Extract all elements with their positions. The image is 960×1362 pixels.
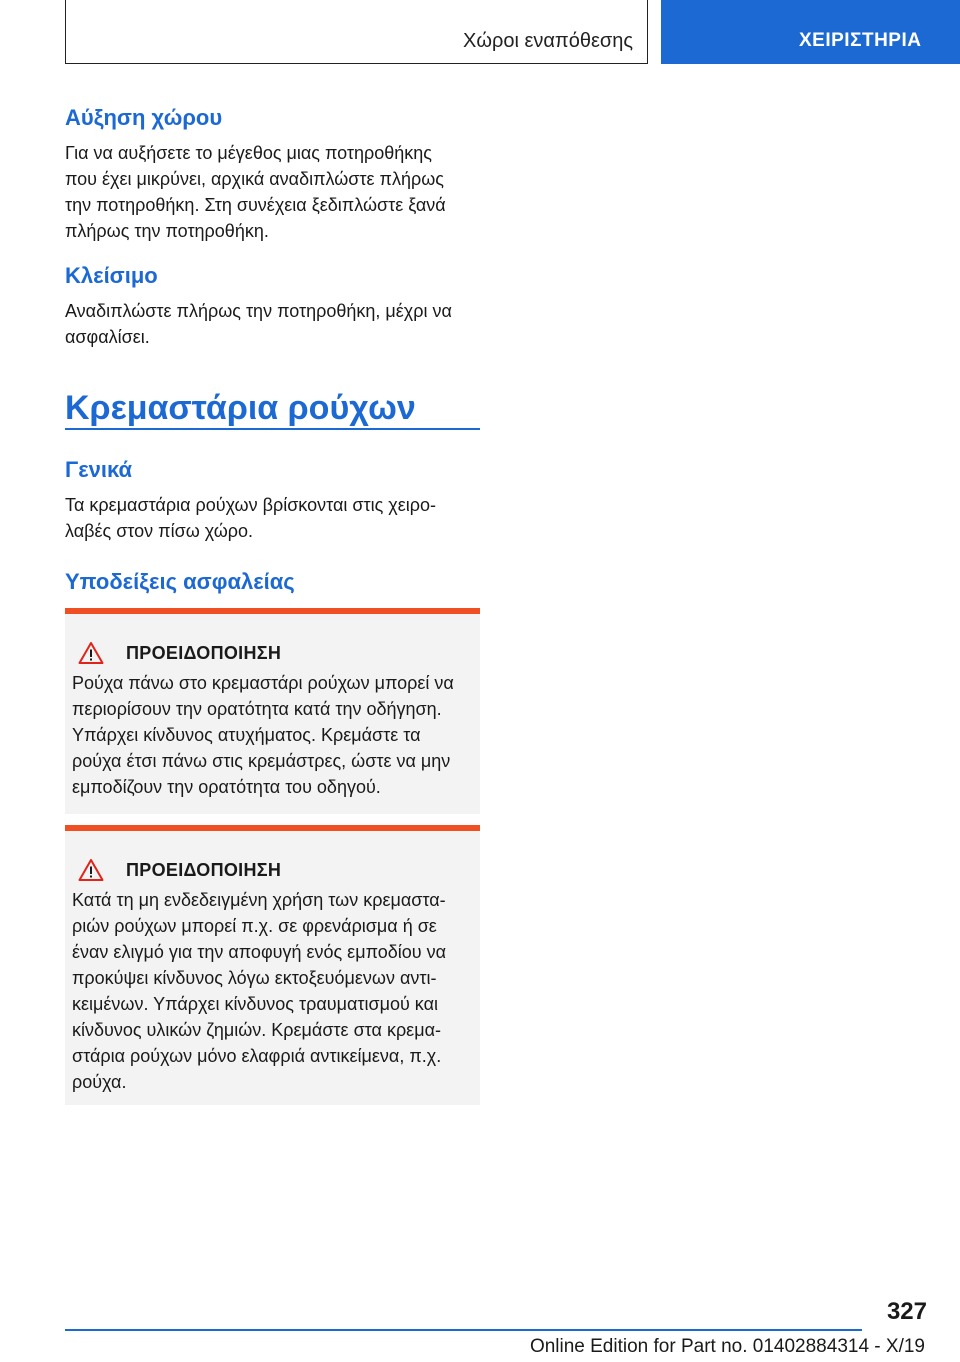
section-safety <box>65 568 480 596</box>
text-line: λαβές στον πίσω χώρο. <box>65 521 254 541</box>
warning-text <box>72 887 472 1095</box>
paragraph-increase <box>65 140 480 244</box>
text-line: έναν ελιγμό για την αποφυγή ενός εμποδίου να <box>72 942 447 962</box>
text-line: Αναδιπλώστε πλήρως την ποτηροθήκη, μέχρι να <box>65 301 452 321</box>
text-line: Για να αυξήσετε το μέγεθος μιας ποτηροθήκης <box>65 143 432 163</box>
heading-increase: Αύξηση χώρου <box>65 105 223 130</box>
warning-header <box>72 638 472 668</box>
warning-box <box>65 825 480 1105</box>
warning-title: ΠΡΟΕΙΔΟΠΟΙΗΣΗ <box>126 642 282 663</box>
warning-text <box>72 670 472 800</box>
text-line: την ποτηροθήκη. Στη συνέχεια ξεδιπλώστε ξανά <box>65 195 446 215</box>
text-line: ασφαλίσει. <box>65 327 150 347</box>
text-line: περιορίσουν την ορατότητα κατά την οδήγηση. <box>72 699 442 719</box>
text-line: Υπάρχει κίνδυνος ατυχήματος. Κρεμάστε τα <box>72 725 421 745</box>
text-line: ριών ρούχων μπορεί π.χ. σε φρενάρισμα ή σε <box>72 916 437 936</box>
footer-rule <box>65 1329 862 1331</box>
heading-closing: Κλείσιμο <box>65 263 158 288</box>
text-line: στάρια ρούχων μόνο ελαφριά αντικείμενα, π.χ. <box>72 1046 442 1066</box>
header-section-box <box>65 0 648 64</box>
text-line: εμποδίζουν την ορατότητα του οδηγού. <box>72 777 381 797</box>
text-line: πλήρως την ποτηροθήκη. <box>65 221 269 241</box>
heading-general: Γενικά <box>65 457 133 482</box>
text-line: Ρούχα πάνω στο κρεμαστάρι ρούχων μπορεί να <box>72 673 454 693</box>
text-line: κειμένων. Υπάρχει κίνδυνος τραυματισμού και <box>72 994 438 1014</box>
warning-title: ΠΡΟΕΙΔΟΠΟΙΗΣΗ <box>126 859 282 880</box>
header-chapter-tab: ΧΕΙΡΙΣΤΗΡΙΑ <box>661 0 960 64</box>
paragraph-closing <box>65 298 480 350</box>
text-line: ρούχα. <box>72 1072 127 1092</box>
section-increase <box>65 104 480 244</box>
section-hangers <box>65 388 480 428</box>
page-number: 327 <box>886 1298 927 1325</box>
text-line: προκύψει κίνδυνος λόγω εκτοξευόμενων αντι- <box>72 968 437 988</box>
header-section-title: Χώροι εναπόθεσης <box>463 30 633 52</box>
paragraph-general <box>65 492 480 544</box>
warning-header <box>72 855 472 885</box>
text-line: που έχει μικρύνει, αρχικά αναδιπλώστε πλήρως <box>65 169 444 189</box>
warning-triangle-icon <box>78 641 104 665</box>
text-line: Τα κρεμαστάρια ρούχων βρίσκονται στις χειρο- <box>65 495 436 515</box>
text-line: κίνδυνος υλικών ζημιών. Κρεμάστε στα κρεμα- <box>72 1020 441 1040</box>
heading-rule <box>65 428 480 430</box>
heading-safety: Υποδείξεις ασφαλείας <box>65 569 295 594</box>
footer-edition: Online Edition for Part no. 01402884314 - X/19 <box>529 1336 925 1357</box>
text-line: Κατά τη μη ενδεδειγμένη χρήση των κρεμαστα- <box>72 890 446 910</box>
text-line: ρούχα έτσι πάνω στις κρεμάστρες, ώστε να μην <box>72 751 451 771</box>
warning-triangle-icon <box>78 858 104 882</box>
warning-box <box>65 608 480 814</box>
section-general <box>65 456 480 544</box>
heading-hangers: Κρεμαστάρια ρούχων <box>65 389 416 427</box>
section-closing <box>65 262 480 350</box>
